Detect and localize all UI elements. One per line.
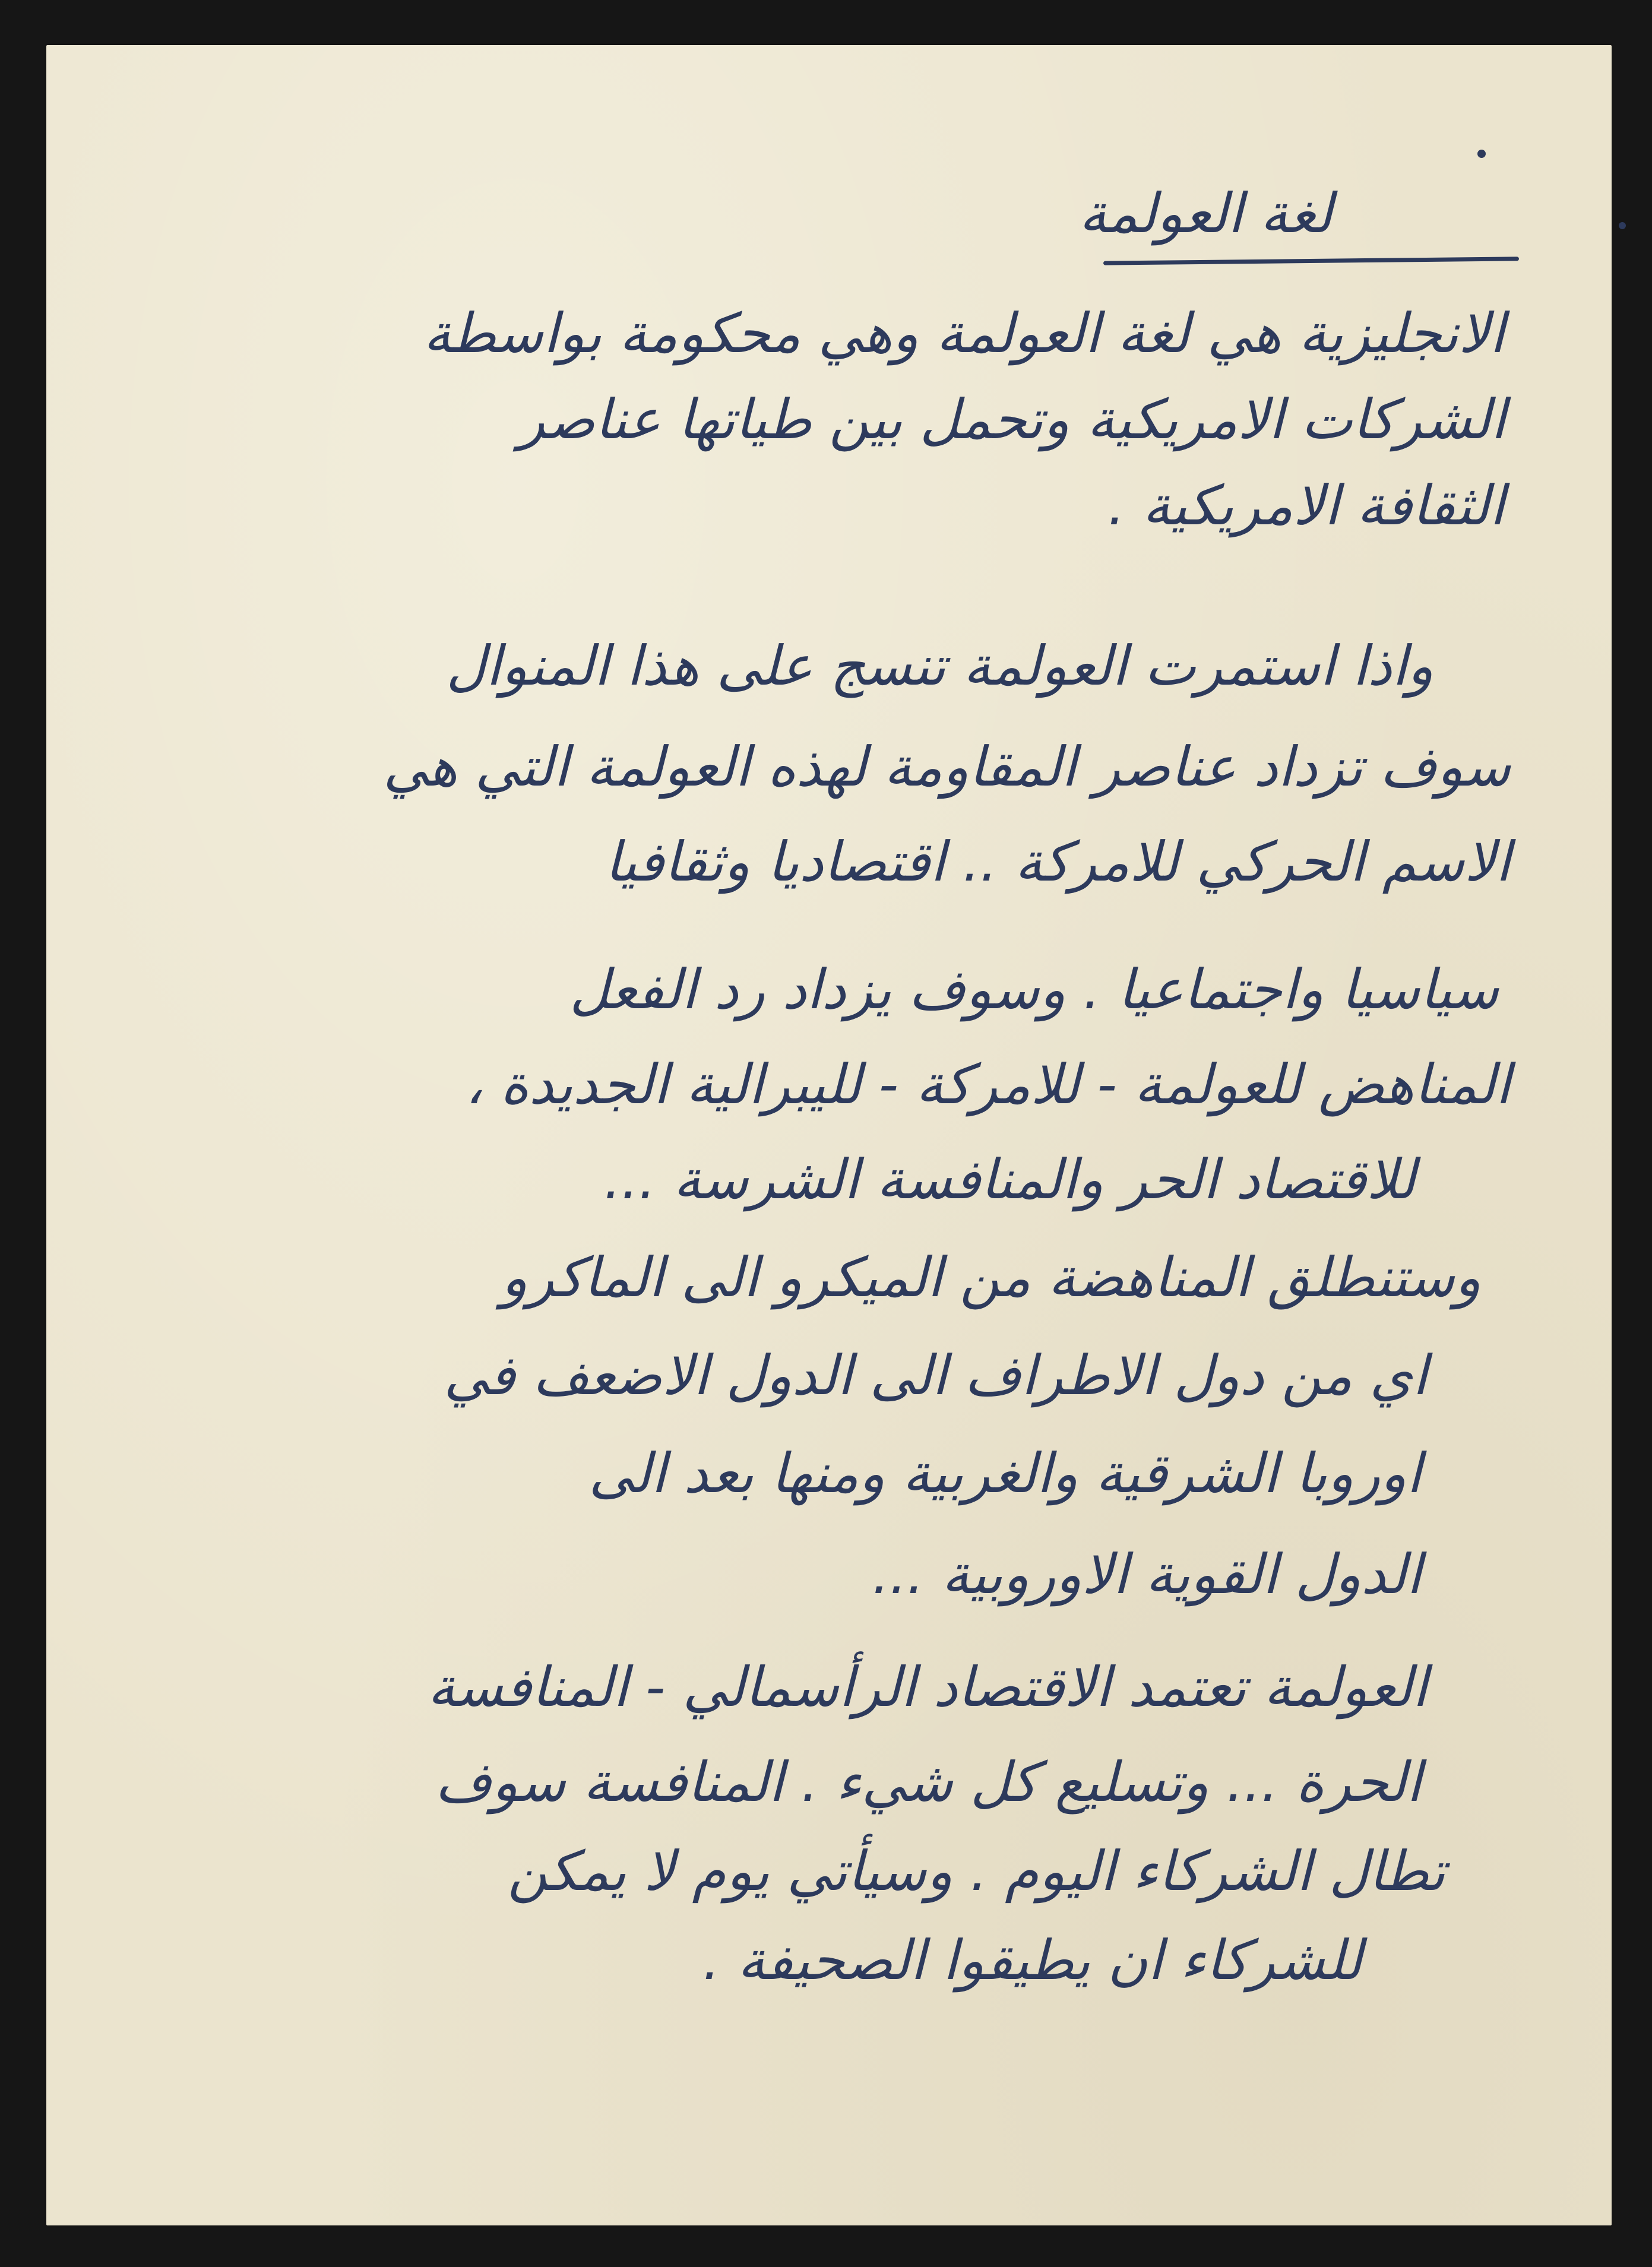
- text-line: للاقتصاد الحر والمنافسة الشرسة ...: [603, 1148, 1416, 1211]
- text-line: اوروبا الشرقية والغربية ومنها بعد الى: [588, 1442, 1422, 1505]
- text-line: الحرة ... وتسليع كل شيء . المنافسة سوف: [435, 1750, 1422, 1814]
- text-line: المناهض للعولمة - للامركة - لليبرالية الجديدة ،: [465, 1053, 1511, 1116]
- text-line: الاسم الحركي للامركة .. اقتصاديا وثقافيا: [605, 830, 1511, 894]
- text-line: تطال الشركاء اليوم . وسيأتي يوم لا يمكن: [507, 1839, 1445, 1903]
- page-title: لغة العولمة: [1078, 182, 1333, 245]
- text-line: واذا استمرت العولمة تنسج على هذا المنوال: [446, 634, 1433, 698]
- text-line: الثقافة الامريكية .: [1107, 474, 1505, 537]
- text-line: وستنطلق المناهضة من الميكرو الى الماكرو: [501, 1246, 1481, 1309]
- text-line: الدول القوية الاوروبية ...: [872, 1543, 1422, 1606]
- text-line: سياسيا واجتماعيا . وسوف يزداد رد الفعل: [569, 958, 1499, 1021]
- text-line: سوف تزداد عناصر المقاومة لهذه العولمة التي هي: [383, 735, 1511, 799]
- handwritten-body: [46, 45, 1612, 2225]
- text-line: اي من دول الاطراف الى الدول الاضعف في: [444, 1344, 1428, 1407]
- ink-mark: [1619, 222, 1626, 229]
- text-line: الشركات الامريكية وتحمل بين طياتها عناصر: [518, 388, 1506, 451]
- text-line: الانجليزية هي لغة العولمة وهي محكومة بواسطة: [423, 302, 1505, 365]
- text-line: للشركاء ان يطيقوا الصحيفة .: [702, 1929, 1362, 1992]
- manuscript-page: [46, 45, 1612, 2225]
- text-line: العولمة تعتمد الاقتصاد الرأسمالي - المنافسة: [427, 1655, 1428, 1719]
